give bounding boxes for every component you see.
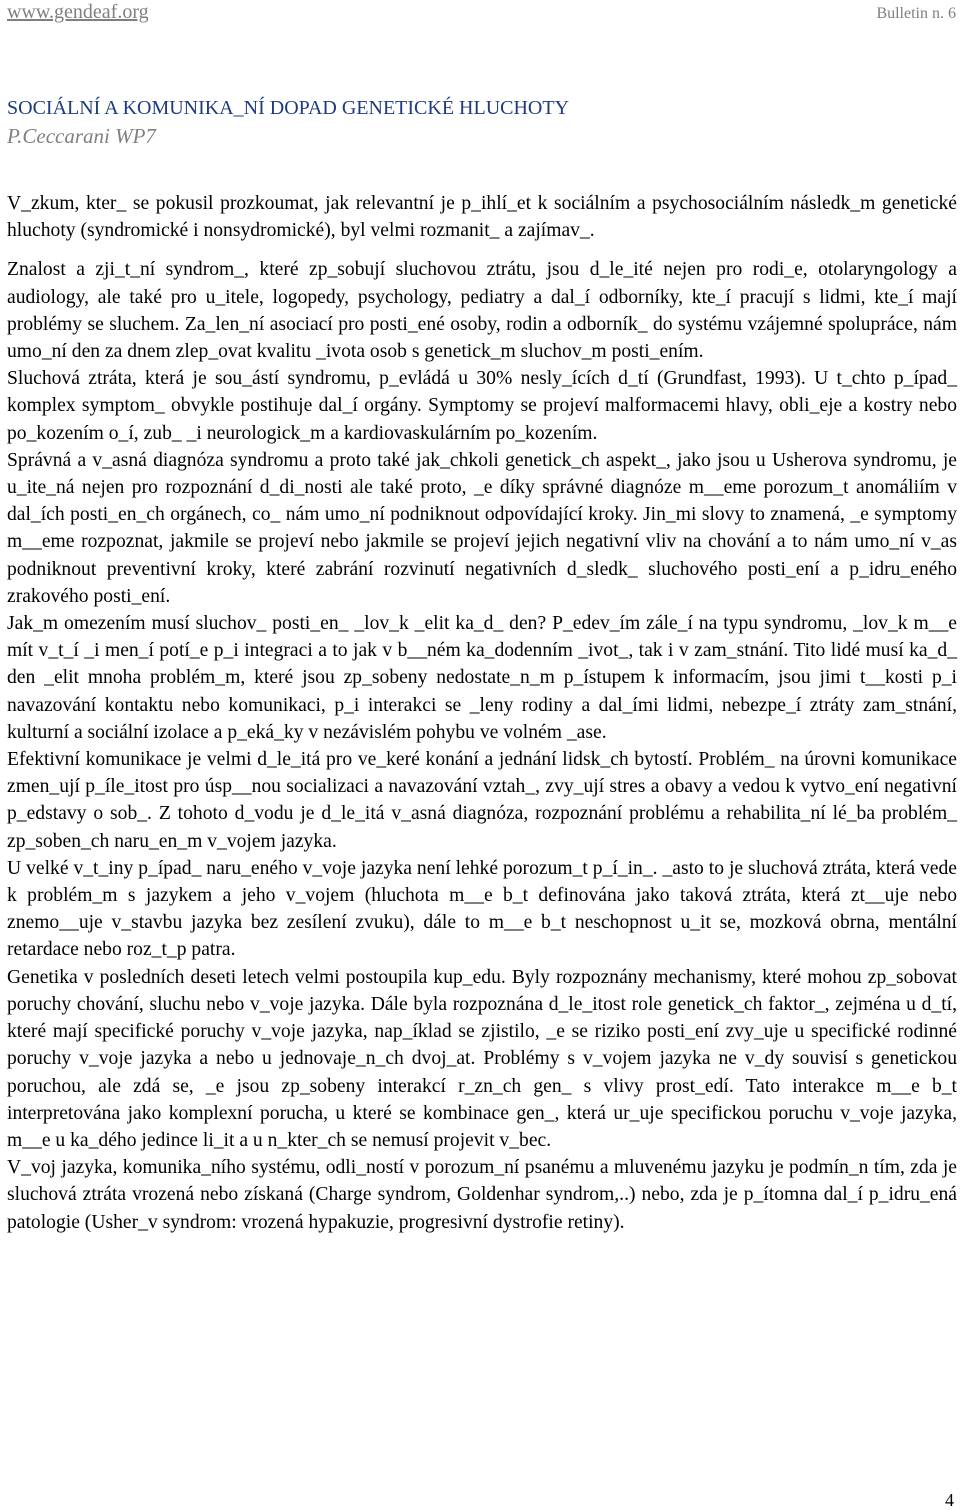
paragraph: U velké v_t_iny p_ípad_ naru_eného v_voje jazyka není lehké porozum_t p_í_in_. _asto to je sluchová ztráta, která vede k problém_m s jazykem a jeho v_vojem (hluchota m__e b_t definována jako taková ztráta, která zt__uje nebo znemo__uje v_stavbu jazyka bez zesílení zvuku), dále to m__e b_t neschopnost u_it se, mozková obrna, mentální retardace nebo roz_t_p patra. xyxy=(7,857,957,961)
paragraph: Správná a v_asná diagnóza syndromu a proto také jak_chkoli genetick_ch aspekt_, jako jsou u Usherova syndromu, je u_ite_ná nejen pro rozpoznání d_di_nosti ale také proto, _e díky správné diagnóze m__eme porozum_t anomáliím v dal_ích posti_en_ch orgánech, co_ nám umo_ní podniknout odpovídající kroky. Jin_mi slovy to znamená, _e symptomy m__eme rozpoznat, jakmile se projeví nebo jakmile se projeví jejich negativní vliv na chování a to nám umo_ní v_as podniknout preventivní kroky, které zabrání rozvinutí negativních d_sledk_ sluchového posti_ení a p_idru_eného zrakového posti_ení. xyxy=(7,449,957,607)
header-bulletin-label: Bulletin n. 6 xyxy=(876,5,956,22)
article-title: SOCIÁLNÍ A KOMUNIKA_NÍ DOPAD GENETICKÉ HLUCHOTY xyxy=(7,97,570,119)
paragraph: V_zkum, kter_ se pokusil prozkoumat, jak relevantní je p_ihlí_et k sociálním a psychosociálním následk_m genetické hluchoty (syndromické i nonsydromické), byl velmi rozmanit_ a zajímav_. xyxy=(7,193,957,242)
paragraph: Znalost a zji_t_ní syndrom_, které zp_sobují sluchovou ztrátu, jsou d_le_ité nejen pro rodi_e, otolaryngology a audiology, ale také pro u_itele, logopedy, psychology, pediatry a dal_í odborníky, kte_í pracují s lidmi, kte_í mají problémy se sluchem. Za_len_ní asociací pro posti_ené osoby, rodin a odborník_ do systému vzájemné spolupráce, nám umo_ní den za dnem zlep_ovat kvalitu _ivota osob s genetick_m sluchov_m posti_ením. xyxy=(7,259,957,363)
header-site-link[interactable]: www.gendeaf.org xyxy=(7,1,149,23)
paragraph: Efektivní komunikace je velmi d_le_itá pro ve_keré konání a jednání lidsk_ch bytostí. Problém_ na úrovni komunikace zmen_ují p_íle_itost pro úsp__nou socializaci a navazování vztah_, zvy_ují stres a obavy a vedou k vytvo_ení negativní p_edstavy o sob_. Z tohoto d_vodu je d_le_itá v_asná diagnóza, rozpoznání problému a rehabilita_ní lé_ba problém_ zp_soben_ch naru_en_m v_vojem jazyka. xyxy=(7,749,957,852)
paragraph: Sluchová ztráta, která je sou_ástí syndromu, p_evládá u 30% nesly_ících d_tí (Grundfast, 1993). U t_chto p_ípad_ komplex symptom_ obvykle postihuje dal_í orgány. Symptomy se projeví malformacemi hlavy, obli_eje a kostry nebo po_kozením o_í, zub_ _i neurologick_m a kardiovaskulárním po_kozením. xyxy=(7,368,957,444)
paragraph: Jak_m omezením musí sluchov_ posti_en_ _lov_k _elit ka_d_ den? P_edev_ím zále_í na typu syndromu, _lov_k m__e mít v_t_í _i men_í potí_e p_i integraci a to jak v b__ném ka_dodenním _ivot_, tak i v zam_stnání. Tito lidé musí ka_d_ den _elit mnoha problém_m, které jsou zp_sobeny nedostate_n_m p_ístupem k informacím, jsou jimi t__kosti p_i navazování kontaktu nebo komunikaci, p_i interakci se _leny rodiny a dal_ími lidmi, nebezpe_í ztráty zam_stnání, kulturní a sociální izolace a p_eká_ky v nezávislém pohybu ve volném _ase. xyxy=(7,613,957,743)
paragraph: V_voj jazyka, komunika_ního systému, odli_ností v porozum_ní psanému a mluvenému jazyku je podmín_n tím, zda je sluchová ztráta vrozená nebo získaná (Charge syndrom, Goldenhar syndrom,..) nebo, zda je p_ítomna dal_í p_idru_ená patologie (Usher_v syndrom: vrozená hypakuzie, progresivní dystrofie retiny). xyxy=(7,1157,957,1233)
article-author: P.Ceccarani WP7 xyxy=(7,124,156,148)
article-body xyxy=(7,190,957,1236)
paragraph: Genetika v posledních deseti letech velmi postoupila kup_edu. Byly rozpoznány mechanismy, které mohou zp_sobovat poruchy chování, sluchu nebo v_voje jazyka. Dále byla rozpoznána d_le_itost role genetick_ch faktor_, zejména u d_tí, které mají specifické poruchy v_voje jazyka, nap_íklad se zjistilo, _e se riziko posti_ení zvy_uje u specifické rodinné poruchy v_voje jazyka a nebo u jednovaje_n_ch dvoj_at. Problémy s v_vojem jazyka ne v_dy souvisí s genetickou poruchou, ale zdá se, _e jsou zp_sobeny interakcí r_zn_ch gen_ s vlivy prost_edí. Tato interakce m__e b_t interpretována jako komplexní porucha, u které se kombinace gen_, která ur_uje specifickou poruchu v_voje jazyka, m__e u ka_dého jedince li_it a u n_kter_ch se nemusí projevit v_bec. xyxy=(7,966,957,1151)
page-number: 4 xyxy=(945,1490,954,1510)
